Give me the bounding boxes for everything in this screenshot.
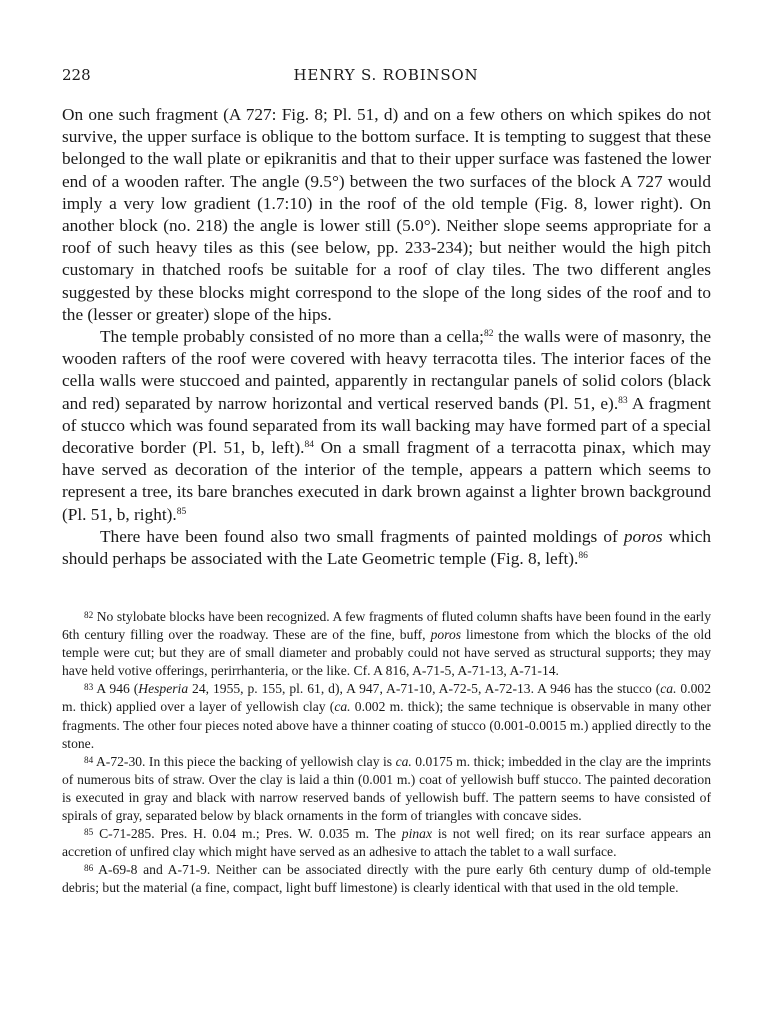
footnote-86 bbox=[62, 861, 711, 897]
footnote-text: 24, 1955, p. 155, pl. 61, d), A 947, A-71-10, A-72-5, A-72-13. A 946 has the stucco ( bbox=[188, 681, 661, 697]
footnote-ref: 85 bbox=[176, 506, 187, 517]
running-head: HENRY S. ROBINSON bbox=[293, 66, 479, 84]
page-number: 228 bbox=[62, 66, 91, 84]
footnote-number: 83 bbox=[84, 682, 94, 693]
footnote-text: A-69-8 and A-71-9. Neither can be associated directly with the pure early 6th century dump of old-temple debris; but the material (a fine, compact, light buff limestone) is clearly identical with that used in the old temple. bbox=[62, 862, 711, 896]
body-text: the walls were of masonry, the wooden rafters of the roof were covered with heavy terracotta tiles. The interior faces of the cella walls were stuccoed and painted, apparently in rectangular panels of solid colors (black and red) separated by narrow horizontal and vertical reserved bands (Pl. 51, e). bbox=[62, 327, 712, 413]
body-paragraph bbox=[62, 104, 711, 326]
body-text: On one such fragment (A 727: Fig. 8; Pl. 51, d) and on a few others on which spikes do not survive, the upper surface is oblique to the bottom surface. It is tempting to suggest that these belonged to the wall plate or epikranitis and that to their upper surface was fastened the lower end of a wooden rafter. The angle (9.5°) between the two surfaces of the block A 727 would imply a very low gradient (1.7:10) in the roof of the old temple (Fig. 8, lower right). On another block (no. 218) the angle is lower still (5.0°). Neither slope seems appropriate for a roof of such heavy tiles as this (see below, pp. 233-234); but neither would the high pitch customary in thatched roofs be suitable for a roof of clay tiles. The two different angles suggested by these blocks might correspond to the slope of the long sides of the roof and to the (lesser or greater) slope of the hips. bbox=[62, 105, 711, 324]
footnote-82 bbox=[62, 608, 711, 680]
body-paragraph bbox=[62, 326, 711, 526]
footnote-ref: 86 bbox=[578, 550, 588, 561]
body-paragraph bbox=[62, 526, 711, 570]
footnote-ref: 82 bbox=[483, 328, 494, 339]
footnote-83 bbox=[62, 680, 711, 752]
italic-term: ca. bbox=[660, 681, 677, 697]
italic-term: Hesperia bbox=[138, 681, 189, 697]
footnote-text: No stylobate blocks have been recognized. A few fragments of fluted column shafts have been found in the early 6th century filling over the roadway. These are of the fine, buff, bbox=[62, 609, 712, 643]
footnote-text: 0.0175 m. thick; imbedded in the clay are the imprints of numerous bits of straw. Over the clay is laid a thin (0.001 m.) coat of yellowish buff stucco. The painted decoration is executed in gray and black with narrow reserved bands of yellowish buff. The pattern seems to have consisted of spirals of gray, separated below by black ornaments in the form of triangles with concave sides. bbox=[62, 753, 711, 824]
italic-term: poros bbox=[623, 526, 663, 546]
body-text: On a small fragment of a terracotta pinax, which may have served as decoration of the interior of the temple, appears a pattern which seems to represent a tree, its bare branches executed in dark brown against a lighter brown background (Pl. 51, b, right). bbox=[62, 438, 711, 524]
italic-term: poros bbox=[430, 627, 462, 643]
italic-term: ca. bbox=[395, 753, 412, 769]
footnote-number: 85 bbox=[84, 826, 94, 837]
body-text: The temple probably consisted of no more than a cella; bbox=[100, 327, 484, 347]
footnote-text: A-72-30. In this piece the backing of yellowish clay is bbox=[95, 753, 396, 769]
footnote-85 bbox=[62, 825, 711, 861]
italic-term: ca. bbox=[334, 699, 351, 715]
footnote-number: 84 bbox=[84, 754, 94, 765]
page-header bbox=[62, 66, 710, 88]
body-text: which should perhaps be associated with the Late Geometric temple (Fig. 8, left). bbox=[62, 526, 712, 569]
footnote-84 bbox=[62, 753, 711, 825]
footnotes bbox=[62, 608, 711, 898]
footnote-text: is not well fired; on its rear surface appears an accretion of unfired clay which might have served as an adhesive to attach the tablet to a wall surface. bbox=[62, 826, 712, 860]
body-text: A fragment of stucco which was found separated from its wall backing may have formed part of a special decorative border (Pl. 51, b, left). bbox=[62, 393, 711, 458]
footnote-text: 0.002 m. thick) applied over a layer of yellowish clay ( bbox=[62, 681, 712, 715]
main-text bbox=[62, 104, 711, 570]
footnote-text: C-71-285. Pres. H. 0.04 m.; Pres. W. 0.035 m. The bbox=[99, 826, 402, 842]
footnote-text: A 946 ( bbox=[96, 681, 139, 697]
footnote-number: 86 bbox=[84, 863, 94, 874]
footnote-text: 0.002 m. thick); the same technique is observable in many other fragments. The other four pieces noted above have a thinner coating of stucco (0.001-0.0015 m.) applied directly to the stone. bbox=[62, 699, 711, 751]
footnote-ref: 84 bbox=[304, 439, 314, 450]
footnote-text: limestone from which the blocks of the old temple were cut; but they are of small diameter and probably could not have served as structural supports; they may have held votive offerings, perirrhanteria, or the like. Cf. A 816, A-71-5, A-71-13, A-71-14. bbox=[62, 627, 711, 679]
italic-term: pinax bbox=[401, 826, 432, 842]
body-text: There have been found also two small fragments of painted moldings of bbox=[100, 526, 624, 546]
footnote-number: 82 bbox=[84, 609, 94, 620]
footnote-ref: 83 bbox=[618, 395, 628, 406]
